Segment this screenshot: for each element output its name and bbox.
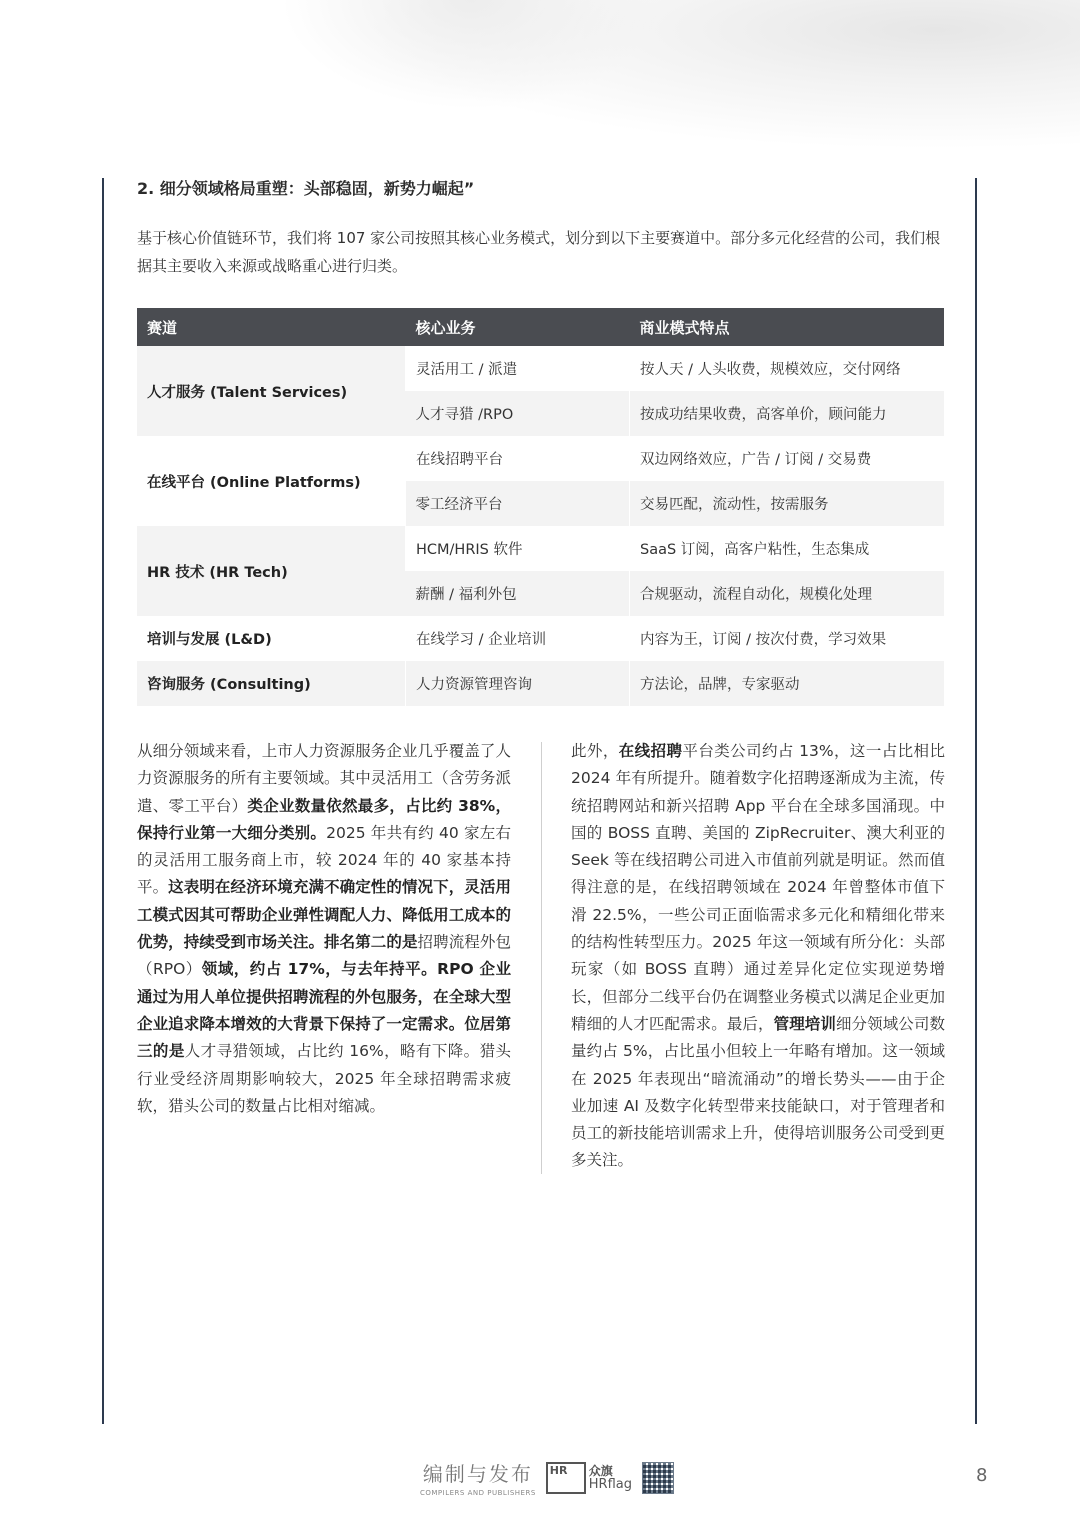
table-row [137, 616, 944, 661]
text-span: 人才寻猎领域，占比约 16%，略有下降。猎头行业受经济周期影响较大，2025 年全球招聘需求疲软，猎头公司的数量占比相对缩减。 [137, 1042, 511, 1115]
hr-logo-icon: HR [546, 1462, 586, 1494]
hr-logo-text [589, 1464, 632, 1492]
business-cell: 灵活用工 / 派遣 [406, 346, 630, 391]
frame-line-right [975, 178, 977, 1424]
model-cell: 内容为王，订阅 / 按次付费，学习效果 [630, 616, 945, 661]
track-cell: 人才服务 (Talent Services) [137, 346, 406, 436]
model-cell: 按成功结果收费，高客单价，顾问能力 [630, 391, 945, 436]
publisher-label-block [420, 1458, 536, 1497]
model-cell: 双边网络效应，广告 / 订阅 / 交易费 [630, 436, 945, 481]
text-span: 2025 年共有约 40 家左右的灵活用工服务商上市，较 2024 年的 40 家基本持平。 [137, 823, 511, 897]
bold-text: 管理培训 [773, 1014, 836, 1033]
track-cell: HR 技术 (HR Tech) [137, 526, 406, 616]
table-header-row [137, 308, 944, 346]
publisher-label: 编制与发布 [422, 1462, 533, 1486]
intro-paragraph: 基于核心价值链环节，我们将 107 家公司按照其核心业务模式，划分到以下主要赛道中。部分多元化经营的公司，我们根据其主要收入来源或战略重心进行归类。 [137, 229, 941, 275]
section-heading: 2. 细分领域格局重塑：头部稳固，新势力崛起” [137, 179, 475, 198]
left-column-text [137, 738, 511, 1120]
model-cell: 按人天 / 人头收费，规模效应，交付网络 [630, 346, 945, 391]
bold-text: 领域，约占 17%，与去年持平。RPO 企业通过为用人单位提供招聘流程的外包服务，在全球大型企业追求降本增效的大背景下保持了一定需求。位居第三的是 [137, 960, 511, 1061]
bold-text: 这表明在经济环境充满不确定性的情况下，灵活用工模式因其可帮助企业弹性调配人力、降低用工成本的优势，持续受到市场关注。排名第二的是 [137, 878, 511, 952]
header-business: 核心业务 [406, 308, 630, 346]
footer-publisher [420, 1458, 674, 1497]
model-cell: 方法论，品牌，专家驱动 [630, 661, 945, 706]
text-span: 招聘流程外包（RPO） [137, 933, 511, 979]
business-cell: HCM/HRIS 软件 [406, 526, 630, 571]
model-cell: 合规驱动，流程自动化，规模化处理 [630, 571, 945, 616]
business-cell: 在线学习 / 企业培训 [406, 616, 630, 661]
background-texture [280, 0, 660, 110]
track-cell: 在线平台 (Online Platforms) [137, 436, 406, 526]
table-row [137, 346, 944, 391]
page-number: 8 [976, 1465, 988, 1486]
column-divider [541, 742, 542, 1174]
business-cell: 人力资源管理咨询 [406, 661, 630, 706]
hrflag-logo [546, 1462, 632, 1494]
text-span: 平台类公司约占 13%，这一占比相比 2024 年有所提升。随着数字化招聘逐渐成为主流，传统招聘网站和新兴招聘 App 平台在全球多国涌现。中国的 BOSS 直聘、美国的 ZipRecruiter、澳大利亚的 Seek 等在线招聘公司进入市值前列就是明证。然而值得注意的是，在线招聘领域在 2024 年曾整体市值下滑 22.5%，一些公司正面临需求多元化和精细化带来的结构性转型压力。2025 年这一领域有所分化：头部玩家（如 BOSS 直聘）通过差异化定位实现逆势增长，但部分二线平台仍在调整业务模式以满足企业更加精细的人才匹配需求。最后， [571, 742, 945, 1033]
track-cell: 咨询服务 (Consulting) [137, 661, 406, 706]
model-cell: 交易匹配，流动性，按需服务 [630, 481, 945, 526]
frame-line-left [102, 178, 104, 1424]
business-cell: 零工经济平台 [406, 481, 630, 526]
qr-code-icon [642, 1462, 674, 1494]
right-column-text [571, 738, 945, 1175]
background-texture [360, 0, 1080, 150]
text-span: 细分领域公司数量约占 5%，占比虽小但较上一年略有增加。这一领域在 2025 年表现出“暗流涌动”的增长势头——由于企业加速 AI 及数字化转型带来技能缺口，对于管理者和员工的新技能培训需求上升，使得培训服务公司受到更多关注。 [571, 1014, 945, 1170]
segment-table [137, 308, 944, 706]
business-cell: 在线招聘平台 [406, 436, 630, 481]
text-span: 此外， [571, 742, 619, 760]
table-row [137, 661, 944, 706]
header-track: 赛道 [137, 308, 406, 346]
business-cell: 人才寻猎 /RPO [406, 391, 630, 436]
track-cell: 培训与发展 (L&D) [137, 616, 406, 661]
table-row [137, 436, 944, 481]
logo-cn-text: 众旗 [588, 1463, 613, 1478]
bold-text: 类企业数量依然最多，占比约 38%，保持行业第一大细分类别。 [137, 796, 511, 842]
header-model: 商业模式特点 [630, 308, 945, 346]
model-cell: SaaS 订阅，高客户粘性，生态集成 [630, 526, 945, 571]
bold-text: 在线招聘 [618, 742, 683, 760]
table-row [137, 526, 944, 571]
text-span: 从细分领域来看，上市人力资源服务企业几乎覆盖了人力资源服务的所有主要领域。其中灵活用工（含劳务派遣、零工平台） [137, 742, 511, 815]
publisher-sublabel: COMPILERS AND PUBLISHERS [420, 1489, 536, 1497]
logo-en-text: HRflag [588, 1476, 632, 1492]
business-cell: 薪酬 / 福利外包 [406, 571, 630, 616]
